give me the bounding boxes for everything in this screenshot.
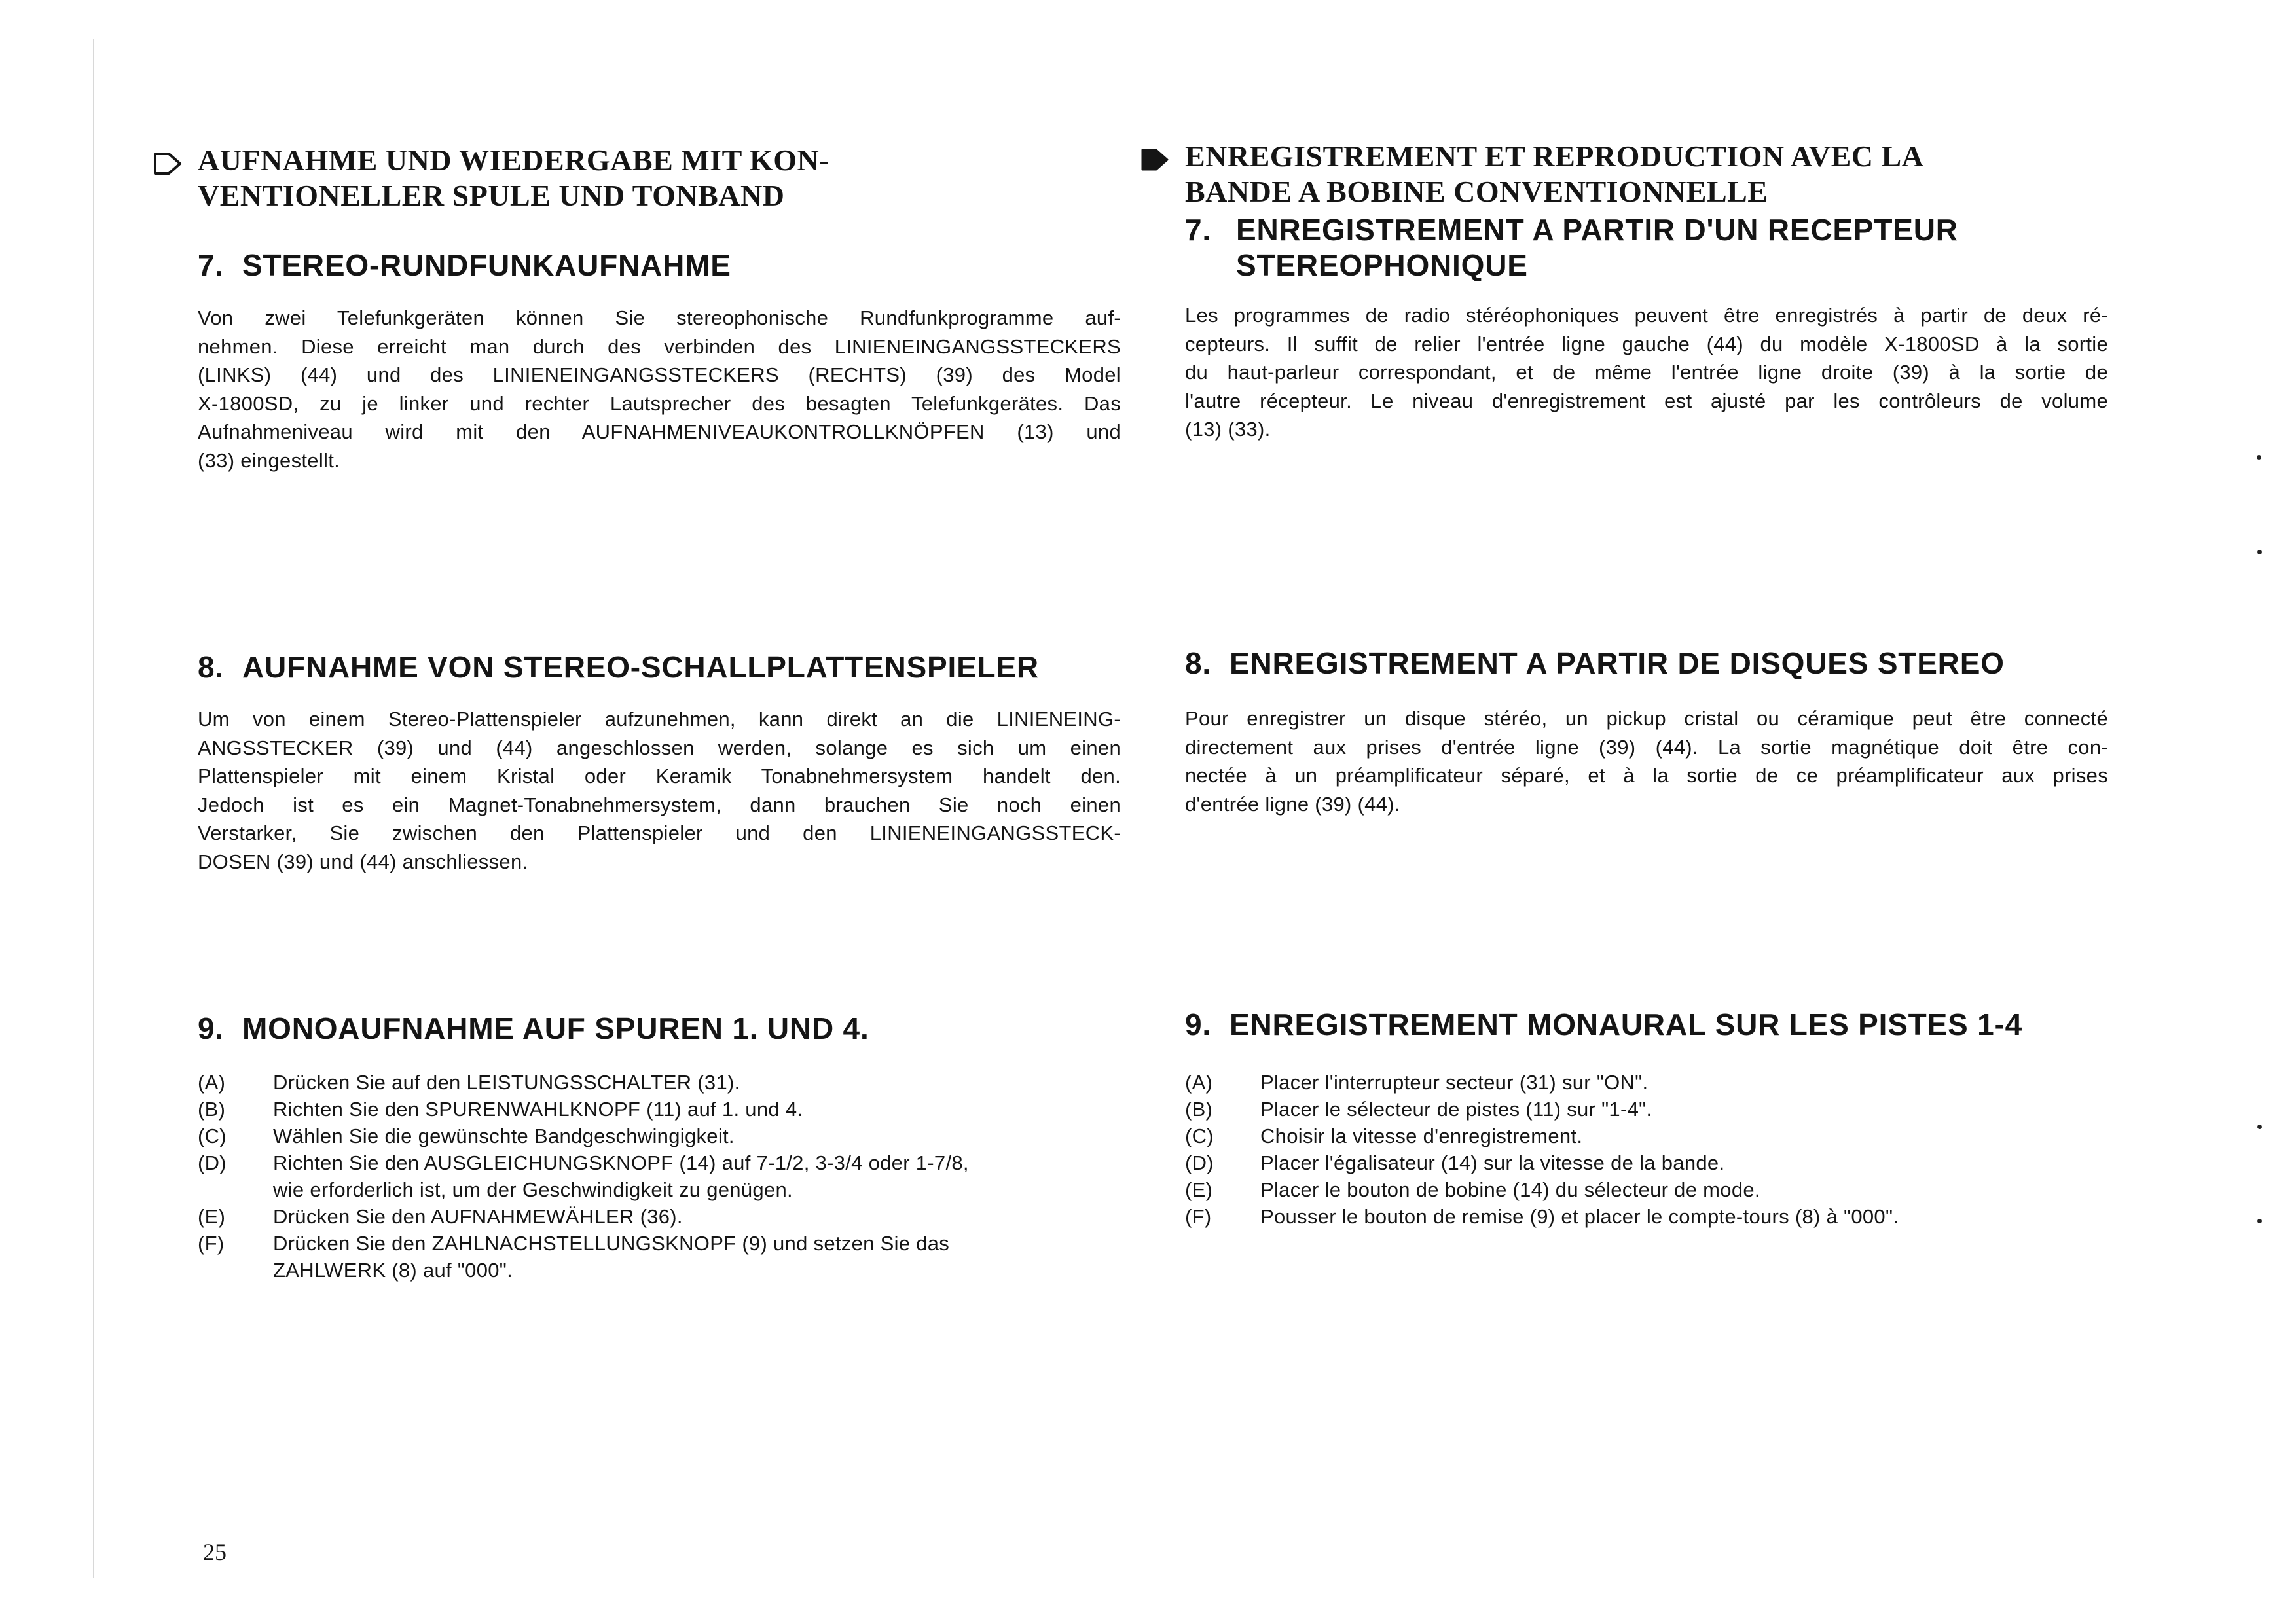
section-title-9-fr [1185, 1007, 2115, 1042]
body-line: nehmen. Diese erreicht man durch des verbinden des LINIENEINGANGSSTECKERS [198, 334, 1121, 358]
step-text: Richten Sie den SPURENWAHLKNOPF (11) auf 1. und 4. [273, 1098, 803, 1121]
list-item [1185, 1096, 2108, 1123]
step-text: Pousser le bouton de remise (9) et placer le compte-tours (8) à "000". [1260, 1205, 1899, 1228]
step-key: (D) [198, 1151, 227, 1174]
body-line: du haut-parleur correspondant, et de même l'entrée ligne droite (39) à la sortie de [1185, 361, 2108, 384]
list-item [1185, 1069, 2108, 1096]
step-text: ZAHLWERK (8) auf "000". [273, 1259, 513, 1282]
scan-speck [2257, 1125, 2262, 1129]
list-item [1185, 1176, 2108, 1203]
section-number: 7. [1185, 213, 1211, 247]
body-line: Les programmes de radio stéréophoniques peuvent être enregistrés à partir de deux ré- [1185, 304, 2108, 327]
body-line: Von zwei Telefunkgeräten können Sie stereophonische Rundfunkprogramme auf- [198, 306, 1121, 329]
section-title-7-fr [1185, 212, 2166, 283]
section-number: 8. [198, 650, 224, 684]
step-text: Placer l'égalisateur (14) sur la vitesse de la bande. [1260, 1151, 1725, 1174]
section-7-de-body [198, 304, 1121, 475]
step-text: Placer le bouton de bobine (14) du sélecteur de mode. [1260, 1178, 1760, 1201]
section-number: 9. [198, 1011, 224, 1045]
step-text: Drücken Sie auf den LEISTUNGSSCHALTER (31). [273, 1071, 740, 1094]
body-line: cepteurs. Il suffit de relier l'entrée ligne gauche (44) du modèle X-1800SD à la sortie [1185, 332, 2108, 355]
scan-edge-line [93, 39, 94, 1578]
step-key: (E) [1185, 1178, 1213, 1201]
step-text: Placer le sélecteur de pistes (11) sur "1-4". [1260, 1098, 1652, 1121]
body-line: (LINKS) (44) und des LINIENEINGANGSSTECKERS (RECHTS) (39) des Model [198, 363, 1121, 386]
body-line: X-1800SD, zu je linker und rechter Lautsprecher des besagten Telefunkgerätes. Das [198, 391, 1121, 415]
step-text: Drücken Sie den AUFNAHMEWÄHLER (36). [273, 1205, 683, 1228]
step-key: (F) [198, 1232, 225, 1255]
section-title-text: ENREGISTREMENT A PARTIR D'UN RECEPTEUR [1236, 213, 1958, 247]
step-text: Choisir la vitesse d'enregistrement. [1260, 1125, 1583, 1147]
body-line: (33) eingestellt. [198, 448, 340, 472]
body-line: ANGSSTECKER (39) und (44) angeschlossen werden, solange es sich um einen [198, 736, 1121, 759]
step-key: (F) [1185, 1205, 1212, 1228]
part-title-de-line: AUFNAHME UND WIEDERGABE MIT KON- [198, 143, 830, 177]
section-7-fr-body [1185, 301, 2108, 444]
body-line: Plattenspieler mit einem Kristal oder Keramik Tonabnehmersystem handelt den. [198, 765, 1121, 787]
scan-speck [2257, 455, 2261, 460]
part-title-fr-line: ENREGISTREMENT ET REPRODUCTION AVEC LA [1185, 139, 1924, 173]
body-line: Um von einem Stereo-Plattenspieler aufzunehmen, kann direkt an die LINIENEING- [198, 708, 1121, 731]
list-item [1185, 1149, 2108, 1176]
section-title-text: ENREGISTREMENT A PARTIR DE DISQUES STEREO [1230, 646, 2005, 680]
list-item [198, 1203, 1121, 1230]
steps-list-fr [1185, 1069, 2108, 1230]
body-line: nectée à un préamplificateur séparé, et à la sortie de ce préamplificateur aux prises [1185, 764, 2108, 787]
section-title-text: ENREGISTREMENT MONAURAL SUR LES PISTES 1-4 [1230, 1007, 2023, 1041]
section-title-8-fr [1185, 645, 2115, 681]
part-title-fr-line: BANDE A BOBINE CONVENTIONNELLE [1185, 175, 1768, 208]
filled-arrow-icon [1140, 144, 1169, 179]
section-title-text: STEREOPHONIQUE [1236, 248, 1528, 282]
step-text: wie erforderlich ist, um der Geschwindigkeit zu genügen. [273, 1178, 793, 1201]
step-key: (A) [198, 1071, 226, 1094]
scan-speck [2257, 1219, 2262, 1223]
body-line: DOSEN (39) und (44) anschliessen. [198, 850, 528, 873]
body-line: Jedoch ist es ein Magnet-Tonabnehmersystem, dann brauchen Sie noch einen [198, 793, 1121, 816]
step-key: (D) [1185, 1151, 1214, 1174]
step-key: (B) [198, 1098, 226, 1121]
step-key: (C) [1185, 1125, 1214, 1147]
step-key: (A) [1185, 1071, 1213, 1094]
list-item [198, 1123, 1121, 1149]
step-text: Richten Sie den AUSGLEICHUNGSKNOPF (14) auf 7-1/2, 3-3/4 oder 1-7/8, [273, 1151, 969, 1174]
step-text: Wählen Sie die gewünschte Bandgeschwingigkeit. [273, 1125, 735, 1147]
list-item [198, 1149, 1121, 1203]
step-key: (C) [198, 1125, 227, 1147]
section-number: 9. [1185, 1007, 1211, 1041]
section-number: 8. [1185, 646, 1211, 680]
body-line: l'autre récepteur. Le niveau d'enregistrement est ajusté par les contrôleurs de volume [1185, 389, 2108, 412]
body-line: Pour enregistrer un disque stéréo, un pickup cristal ou céramique peut être connecté [1185, 707, 2108, 730]
section-title-7-de [198, 247, 1127, 283]
section-title-text: STEREO-RUNDFUNKAUFNAHME [242, 248, 731, 282]
part-title-de-line: VENTIONELLER SPULE UND TONBAND [198, 179, 785, 212]
list-item [1185, 1203, 2108, 1230]
steps-list-de [198, 1069, 1121, 1284]
part-title-de [198, 143, 1127, 213]
section-number: 7. [198, 248, 224, 282]
part-title-fr [1185, 139, 2115, 209]
step-text: Drücken Sie den ZAHLNACHSTELLUNGSKNOPF (9) und setzen Sie das [273, 1232, 950, 1255]
list-item [198, 1096, 1121, 1123]
body-line: Aufnahmeniveau wird mit den AUFNAHMENIVEAUKONTROLLKNÖPFEN (13) und [198, 420, 1121, 443]
list-item [198, 1069, 1121, 1096]
body-line: d'entrée ligne (39) (44). [1185, 792, 1400, 816]
list-item [1185, 1123, 2108, 1149]
list-item [198, 1230, 1121, 1284]
section-8-fr-body [1185, 704, 2108, 818]
step-text: Placer l'interrupteur secteur (31) sur "ON". [1260, 1071, 1649, 1094]
outline-arrow-icon [153, 148, 182, 183]
section-8-de-body [198, 705, 1121, 876]
step-key: (E) [198, 1205, 226, 1228]
step-key: (B) [1185, 1098, 1213, 1121]
body-line: (13) (33). [1185, 418, 1271, 441]
section-title-text: MONOAUFNAHME AUF SPUREN 1. UND 4. [242, 1011, 869, 1045]
scan-speck [2257, 550, 2262, 554]
section-title-9-de [198, 1011, 1127, 1046]
body-line: Verstarker, Sie zwischen den Plattenspieler und den LINIENEINGANGSSTECK- [198, 821, 1121, 844]
page-number: 25 [203, 1539, 227, 1565]
section-title-text: AUFNAHME VON STEREO-SCHALLPLATTENSPIELER [242, 650, 1039, 684]
section-title-8-de [198, 649, 1127, 685]
body-line: directement aux prises d'entrée ligne (39) (44). La sortie magnétique doit être con- [1185, 735, 2108, 759]
